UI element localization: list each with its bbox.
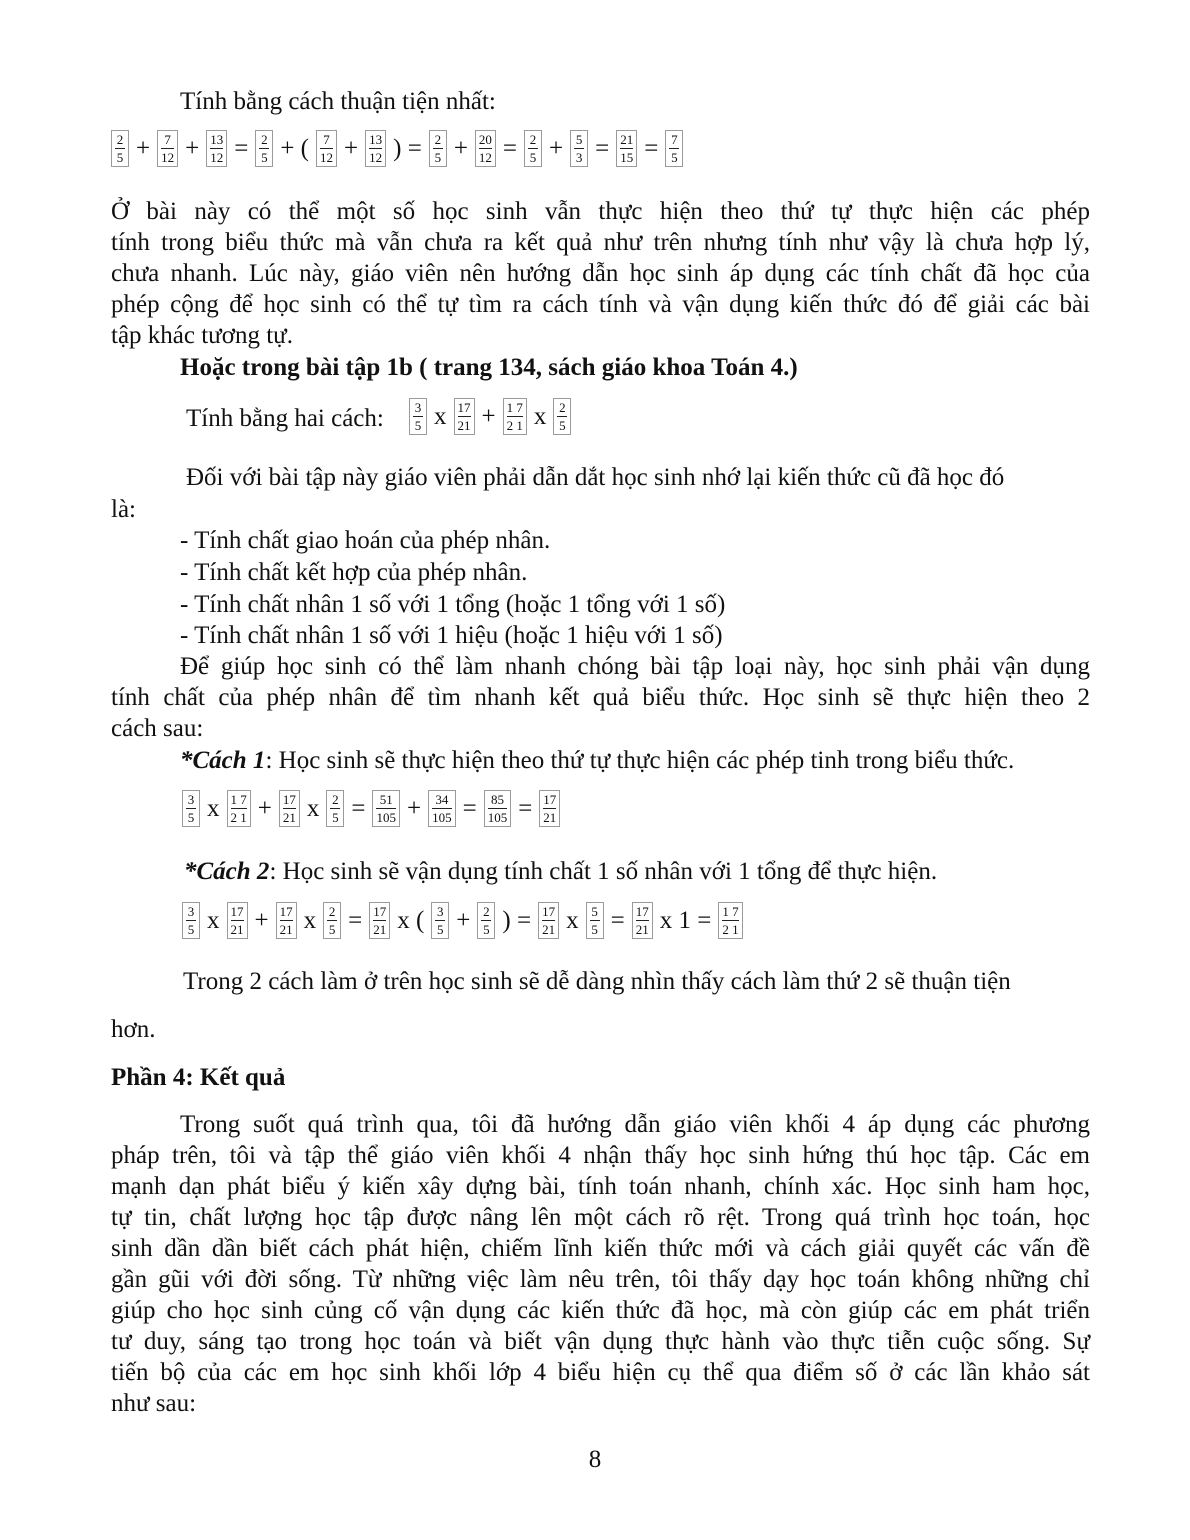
fraction: [553, 398, 571, 435]
fraction-bar: [432, 808, 452, 809]
numerator: 3: [187, 792, 195, 807]
operator: x 1 =: [659, 906, 712, 934]
numerator: 1 7: [722, 904, 739, 919]
fraction-bar: [186, 920, 196, 921]
numerator: 2: [529, 132, 537, 147]
fraction: [276, 902, 297, 939]
paragraph-line: Đối với bài tập này giáo viên phải dẫn dắt học sinh nhớ lại kiến thức cũ đã học đó: [186, 464, 1005, 491]
numerator: 17: [542, 904, 556, 919]
two-ways-label: Tính bằng hai cách:: [186, 405, 384, 432]
numerator: 85: [490, 792, 504, 807]
denominator: 2 1: [506, 418, 523, 433]
paragraph-line: sinh dần dần biết cách phát hiện, chiếm lĩnh kiến thức mới và cách giải quyết các vấn đề: [111, 1235, 1090, 1262]
page-number: 8: [588, 1446, 602, 1473]
numerator: 34: [435, 792, 449, 807]
denominator: 5: [414, 418, 422, 433]
fraction-bar: [115, 148, 125, 149]
paragraph-line: tính trong biểu thức mà vẫn chưa ra kết quả như trên nhưng tính như vậy là chưa hợp lý,: [111, 229, 1090, 256]
fraction: [409, 398, 427, 435]
fraction: [323, 902, 341, 939]
fraction-bar: [280, 920, 293, 921]
expression-way-2: [180, 902, 745, 939]
numerator: 2: [332, 792, 339, 807]
fraction-bar: [433, 148, 443, 149]
paragraph-line: tư duy, sáng tạo trong học toán và biết vận dụng thực hành vào thực tiễn cuộc sống. Sự: [111, 1328, 1090, 1355]
way-2-line: [184, 856, 937, 887]
numerator: 17: [457, 400, 471, 415]
fraction: [157, 130, 178, 167]
fraction: [477, 902, 495, 939]
expression-way-1: [180, 790, 562, 827]
fraction: [431, 902, 449, 939]
fraction: [428, 790, 456, 827]
operator: +: [456, 906, 471, 934]
paragraph-line: gần gũi với đời sống. Từ những việc làm nêu trên, tôi thấy dạy học toán không những chỉ: [111, 1266, 1090, 1293]
fraction: [570, 130, 588, 167]
fraction: [206, 130, 227, 167]
operator: =: [348, 906, 363, 934]
fraction: [524, 130, 542, 167]
way-1-text: : Học sinh sẽ thực hiện theo thứ tự thực hiện các phép tinh trong biểu thức.: [265, 747, 1015, 774]
operator: x: [566, 906, 579, 934]
denominator: 5: [591, 922, 598, 937]
fraction-bar: [373, 920, 386, 921]
fraction-bar: [413, 416, 423, 417]
fraction-bar: [283, 808, 296, 809]
operator: x: [434, 402, 447, 430]
operator: +: [185, 134, 200, 162]
fraction: [665, 130, 683, 167]
numerator: 1 7: [230, 792, 247, 807]
numerator: 3: [187, 904, 195, 919]
paragraph-line: chưa nhanh. Lúc này, giáo viên nên hướng dẫn học sinh áp dụng các tính chất đã học của: [111, 260, 1090, 287]
paragraph-line: hơn.: [111, 1016, 156, 1043]
denominator: 12: [210, 150, 224, 165]
way-1-line: [180, 745, 1014, 776]
denominator: 5: [116, 150, 124, 165]
operator: +: [254, 906, 269, 934]
fraction: [365, 130, 386, 167]
fraction: [503, 398, 527, 435]
fraction: [718, 902, 742, 939]
fraction-bar: [590, 920, 600, 921]
paragraph-line: phép cộng để học sinh có thể tự tìm ra cách tính và vận dụng kiến thức đó để giải các bài: [111, 291, 1090, 318]
paragraph-line: cách sau:: [111, 715, 204, 742]
fraction-bar: [481, 920, 491, 921]
property-item: - Tính chất giao hoán của phép nhân.: [180, 527, 551, 554]
paragraph-line: là:: [111, 496, 136, 523]
fraction-bar: [458, 416, 471, 417]
operator: x: [207, 906, 220, 934]
fraction: [454, 398, 475, 435]
operator: =: [502, 134, 518, 162]
numerator: 1 7: [506, 400, 523, 415]
fraction-bar: [479, 148, 492, 149]
fraction: [227, 790, 251, 827]
fraction-bar: [722, 920, 738, 921]
numerator: 2: [328, 904, 336, 919]
fraction-bar: [543, 808, 556, 809]
denominator: 5: [437, 922, 444, 937]
property-item: - Tính chất kết hợp của phép nhân.: [180, 559, 528, 586]
numerator: 17: [543, 792, 557, 807]
fraction: [279, 790, 300, 827]
fraction-bar: [669, 148, 679, 149]
fraction-bar: [369, 148, 382, 149]
numerator: 13: [210, 132, 224, 147]
numerator: 17: [635, 904, 649, 919]
numerator: 7: [164, 132, 171, 147]
numerator: 7: [323, 132, 330, 147]
fraction-bar: [231, 808, 247, 809]
way-2-text: : Học sinh sẽ vận dụng tính chất 1 số nhân với 1 tổng để thực hiện.: [269, 858, 938, 885]
fraction: [372, 790, 400, 827]
exercise-heading: Hoặc trong bài tập 1b ( trang 134, sách giáo khoa Toán 4.): [180, 354, 798, 381]
fraction-bar: [528, 148, 538, 149]
denominator: 21: [279, 922, 293, 937]
fraction-bar: [231, 920, 244, 921]
fraction: [538, 902, 559, 939]
operator: x: [533, 402, 547, 430]
numerator: 17: [373, 904, 387, 919]
paragraph-line: Để giúp học sinh có thể làm nhanh chóng bài tập loại này, học sinh phải vận dụng: [180, 653, 1090, 680]
operator: +: [136, 134, 151, 162]
paragraph-line: tập khác tương tự.: [111, 322, 293, 349]
denominator: 12: [478, 150, 492, 165]
operator: =: [462, 794, 477, 822]
numerator: 2: [434, 132, 442, 147]
denominator: 5: [187, 810, 195, 825]
operator: =: [234, 134, 249, 162]
numerator: 2: [559, 400, 566, 415]
numerator: 13: [369, 132, 383, 147]
denominator: 5: [529, 150, 537, 165]
fraction-bar: [210, 148, 223, 149]
numerator: 7: [671, 132, 678, 147]
operator: + (: [280, 134, 310, 162]
fraction-bar: [542, 920, 555, 921]
fraction-bar: [330, 808, 340, 809]
denominator: 21: [635, 922, 649, 937]
operator: =: [610, 906, 625, 934]
operator: ) =: [393, 134, 422, 162]
denominator: 5: [434, 150, 442, 165]
denominator: 21: [282, 810, 296, 825]
numerator: 21: [620, 132, 634, 147]
property-item: - Tính chất nhân 1 số với 1 tổng (hoặc 1 tổng với 1 số): [180, 591, 726, 618]
fraction: [316, 130, 337, 167]
fraction-bar: [557, 416, 567, 417]
numerator: 5: [591, 904, 598, 919]
operator: =: [595, 134, 610, 162]
paragraph-line: tự tin, chất lượng học tập được nâng lên một cách rõ rệt. Trong quá trình học toán, học: [111, 1204, 1090, 1231]
numerator: 3: [437, 904, 444, 919]
denominator: 21: [373, 922, 387, 937]
operator: +: [549, 134, 564, 162]
denominator: 5: [187, 922, 195, 937]
operator: x: [207, 794, 220, 822]
numerator: 17: [230, 904, 244, 919]
numerator: 17: [282, 792, 296, 807]
operator: +: [481, 402, 496, 430]
way-1-label: *Cách 1: [180, 747, 266, 774]
numerator: 20: [478, 132, 492, 147]
numerator: 2: [116, 132, 124, 147]
denominator: 5: [328, 922, 336, 937]
operator: x (: [397, 906, 425, 934]
paragraph-line: giúp cho học sinh củng cố vận dụng các kiến thức đã học, mà còn giúp các em phát triển: [111, 1297, 1090, 1324]
fraction: [227, 902, 248, 939]
operator: x: [306, 794, 320, 822]
denominator: 105: [432, 810, 452, 825]
denominator: 2 1: [722, 922, 739, 937]
fraction-bar: [435, 920, 445, 921]
fraction: [484, 790, 512, 827]
operator: =: [644, 134, 659, 162]
denominator: 15: [620, 150, 634, 165]
fraction: [369, 902, 390, 939]
denominator: 21: [230, 922, 244, 937]
section-intro: Tính bằng cách thuận tiện nhất:: [180, 88, 496, 115]
fraction-bar: [186, 808, 196, 809]
denominator: 5: [261, 150, 268, 165]
numerator: 5: [575, 132, 583, 147]
fraction: [539, 790, 560, 827]
fraction: [255, 130, 273, 167]
paragraph-line: tính chất của phép nhân để tìm nhanh kết quả biểu thức. Học sinh sẽ thực hiện theo 2: [111, 684, 1090, 711]
operator: ) =: [502, 906, 532, 934]
operator: +: [453, 134, 468, 162]
denominator: 12: [161, 150, 175, 165]
paragraph-line: tiến bộ của các em học sinh khối lớp 4 biểu hiện cụ thể qua điểm số ở các lần khảo sát: [111, 1359, 1090, 1386]
fraction-bar: [574, 148, 584, 149]
denominator: 3: [575, 150, 583, 165]
paragraph-line: pháp trên, tôi và tập thể giáo viên khối 4 nhận thấy học sinh hứng thú học tập. Các em: [111, 1142, 1090, 1169]
fraction: [632, 902, 653, 939]
property-item: - Tính chất nhân 1 số với 1 hiệu (hoặc 1 hiệu với 1 số): [180, 622, 723, 649]
numerator: 2: [261, 132, 268, 147]
paragraph-line: Ở bài này có thể một số học sinh vẫn thực hiện theo thứ tự thực hiện các phép: [111, 198, 1090, 225]
denominator: 5: [671, 150, 678, 165]
fraction: [326, 790, 344, 827]
fraction-bar: [376, 808, 396, 809]
fraction-bar: [488, 808, 508, 809]
fraction: [111, 130, 129, 167]
operator: +: [257, 794, 272, 822]
denominator: 21: [542, 922, 556, 937]
denominator: 12: [320, 150, 334, 165]
operator: +: [406, 794, 422, 822]
denominator: 5: [332, 810, 339, 825]
fraction-bar: [507, 416, 523, 417]
operator: +: [344, 134, 359, 162]
fraction-bar: [320, 148, 333, 149]
paragraph-line: Trong suốt quá trình qua, tôi đã hướng dẫn giáo viên khối 4 áp dụng các phương: [180, 1111, 1090, 1138]
numerator: 2: [483, 904, 490, 919]
fraction-bar: [636, 920, 649, 921]
denominator: 2 1: [230, 810, 247, 825]
way-2-label: *Cách 2: [184, 858, 270, 885]
fraction: [182, 790, 200, 827]
paragraph-line: như sau:: [111, 1390, 197, 1417]
paragraph-line: Trong 2 cách làm ở trên học sinh sẽ dễ dàng nhìn thấy cách làm thứ 2 sẽ thuận tiện: [183, 968, 1011, 995]
operator: x: [303, 906, 317, 934]
fraction: [616, 130, 637, 167]
denominator: 105: [487, 810, 508, 825]
denominator: 12: [369, 150, 383, 165]
fraction-bar: [259, 148, 269, 149]
denominator: 21: [457, 418, 471, 433]
fraction: [586, 902, 604, 939]
denominator: 21: [543, 810, 557, 825]
numerator: 17: [279, 904, 293, 919]
operator: =: [518, 794, 533, 822]
denominator: 5: [483, 922, 490, 937]
denominator: 105: [376, 810, 396, 825]
paragraph-line: mạnh dạn phát biểu ý kiến xây dựng bài, tính toán nhanh, chính xác. Học sinh ham học,: [111, 1173, 1090, 1200]
expression-exercise-1b: [407, 398, 573, 435]
part-4-heading: Phần 4: Kết quả: [111, 1064, 286, 1091]
fraction: [475, 130, 496, 167]
fraction-bar: [161, 148, 174, 149]
denominator: 5: [559, 418, 566, 433]
fraction-bar: [620, 148, 633, 149]
fraction: [429, 130, 447, 167]
operator: =: [351, 794, 366, 822]
expression-convenient-sum: [109, 130, 685, 167]
numerator: 3: [414, 400, 422, 415]
fraction-bar: [327, 920, 337, 921]
numerator: 51: [379, 792, 393, 807]
fraction: [182, 902, 200, 939]
